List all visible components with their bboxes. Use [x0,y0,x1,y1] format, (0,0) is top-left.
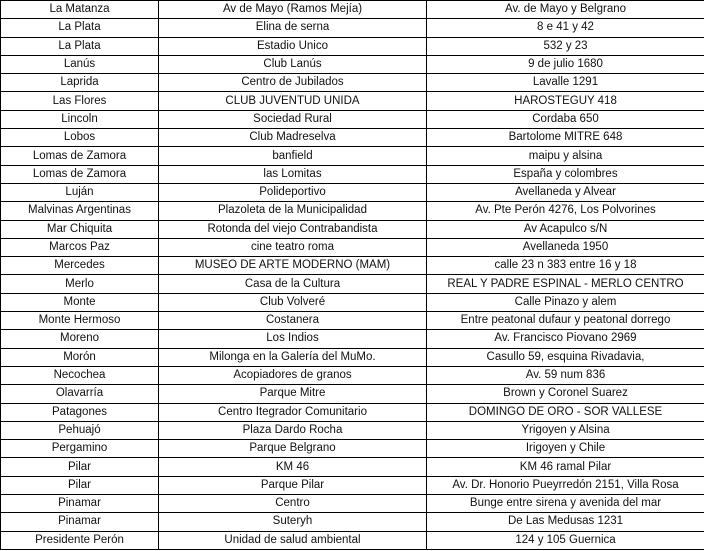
table-row [1,385,704,403]
address-cell: calle 23 n 383 entre 16 y 18 [427,257,704,275]
address-cell: Cordaba 650 [427,110,704,128]
table-body [1,1,704,550]
table-row [1,37,704,55]
table-row [1,220,704,238]
address-cell: HAROSTEGUY 418 [427,92,704,110]
venue-cell: las Lomitas [159,165,427,183]
address-cell: Casullo 59, esquina Rivadavia, [427,348,704,366]
address-cell: Brown y Coronel Suarez [427,385,704,403]
venue-cell: Sociedad Rural [159,110,427,128]
address-cell: Lavalle 1291 [427,74,704,92]
venue-cell: Elina de serna [159,19,427,37]
venue-cell: Milonga en la Galería del MuMo. [159,348,427,366]
address-cell: De Las Medusas 1231 [427,513,704,531]
address-cell: Calle Pinazo y alem [427,293,704,311]
venue-cell: banfield [159,147,427,165]
venue-cell: Polideportivo [159,183,427,201]
city-cell: Morón [1,348,159,366]
venue-cell: Centro de Jubilados [159,74,427,92]
address-cell: maipu y alsina [427,147,704,165]
city-cell: Necochea [1,366,159,384]
venue-cell: Los Indios [159,330,427,348]
address-cell: Av Acapulco s/N [427,220,704,238]
table-row [1,440,704,458]
table-row [1,165,704,183]
city-cell: La Matanza [1,1,159,19]
city-cell: Pilar [1,458,159,476]
table-row [1,531,704,549]
venue-cell: Parque Belgrano [159,440,427,458]
address-cell: 124 y 105 Guernica [427,531,704,549]
venue-cell: Suteryh [159,513,427,531]
venue-cell: Parque Pilar [159,476,427,494]
city-cell: Malvinas Argentinas [1,202,159,220]
table-row [1,476,704,494]
table-row [1,110,704,128]
city-cell: Merlo [1,275,159,293]
venue-cell: Parque Mitre [159,385,427,403]
venue-cell: KM 46 [159,458,427,476]
table-row [1,74,704,92]
venue-cell: Acopiadores de granos [159,366,427,384]
venue-cell: Estadio Unico [159,37,427,55]
table-row [1,293,704,311]
table-row [1,403,704,421]
address-cell: 8 e 41 y 42 [427,19,704,37]
address-cell: Av. Dr. Honorio Pueyrredón 2151, Villa Rosa [427,476,704,494]
table-row [1,183,704,201]
address-cell: Bartolome MITRE 648 [427,129,704,147]
address-cell: Yrigoyen y Alsina [427,421,704,439]
address-cell: Av. Pte Perón 4276, Los Polvorines [427,202,704,220]
city-cell: Pehuajó [1,421,159,439]
address-cell: Av. 59 num 836 [427,366,704,384]
city-cell: Las Flores [1,92,159,110]
venue-cell: Casa de la Cultura [159,275,427,293]
city-cell: Mar Chiquita [1,220,159,238]
venue-cell: Club Volveré [159,293,427,311]
address-cell: KM 46 ramal Pilar [427,458,704,476]
venue-cell: cine teatro roma [159,238,427,256]
venue-cell: Club Lanús [159,55,427,73]
city-cell: Patagones [1,403,159,421]
venue-cell: Centro Itegrador Comunitario [159,403,427,421]
city-cell: Moreno [1,330,159,348]
city-cell: La Plata [1,19,159,37]
city-cell: Mercedes [1,257,159,275]
city-cell: Pinamar [1,513,159,531]
address-cell: Av. de Mayo y Belgrano [427,1,704,19]
table-row [1,312,704,330]
city-cell: Pergamino [1,440,159,458]
address-cell: REAL Y PADRE ESPINAL - MERLO CENTRO [427,275,704,293]
city-cell: Luján [1,183,159,201]
city-cell: Pilar [1,476,159,494]
address-cell: España y colombres [427,165,704,183]
venue-cell: Costanera [159,312,427,330]
city-cell: Monte [1,293,159,311]
venue-cell: Rotonda del viejo Contrabandista [159,220,427,238]
city-cell: Laprida [1,74,159,92]
address-cell: 532 y 23 [427,37,704,55]
table-row [1,513,704,531]
address-cell: Avellaneda y Alvear [427,183,704,201]
venue-cell: Av de Mayo (Ramos Mejía) [159,1,427,19]
table-row [1,421,704,439]
city-cell: Lanús [1,55,159,73]
city-cell: Lincoln [1,110,159,128]
table-row [1,495,704,513]
address-cell: Av. Francisco Piovano 2969 [427,330,704,348]
city-cell: Olavarría [1,385,159,403]
venue-cell: CLUB JUVENTUD UNIDA [159,92,427,110]
address-cell: Entre peatonal dufaur y peatonal dorrego [427,312,704,330]
table-row [1,257,704,275]
table-row [1,129,704,147]
table-row [1,55,704,73]
table-row [1,366,704,384]
table-row [1,1,704,19]
address-cell: DOMINGO DE ORO - SOR VALLESE [427,403,704,421]
city-cell: Lomas de Zamora [1,165,159,183]
city-cell: Pinamar [1,495,159,513]
city-cell: Monte Hermoso [1,312,159,330]
address-cell: 9 de julio 1680 [427,55,704,73]
table-row [1,19,704,37]
table-row [1,330,704,348]
city-cell: Marcos Paz [1,238,159,256]
address-cell: Irigoyen y Chile [427,440,704,458]
table-row [1,202,704,220]
table-row [1,92,704,110]
venue-cell: Plaza Dardo Rocha [159,421,427,439]
venue-cell: MUSEO DE ARTE MODERNO (MAM) [159,257,427,275]
city-cell: La Plata [1,37,159,55]
venue-cell: Club Madreselva [159,129,427,147]
address-cell: Avellaneda 1950 [427,238,704,256]
venue-cell: Centro [159,495,427,513]
city-cell: Lobos [1,129,159,147]
address-cell: Bunge entre sirena y avenida del mar [427,495,704,513]
table-row [1,147,704,165]
table-row [1,348,704,366]
venue-cell: Unidad de salud ambiental [159,531,427,549]
table-row [1,275,704,293]
venue-cell: Plazoleta de la Municipalidad [159,202,427,220]
table-row [1,238,704,256]
city-cell: Presidente Perón [1,531,159,549]
table-row [1,458,704,476]
city-cell: Lomas de Zamora [1,147,159,165]
